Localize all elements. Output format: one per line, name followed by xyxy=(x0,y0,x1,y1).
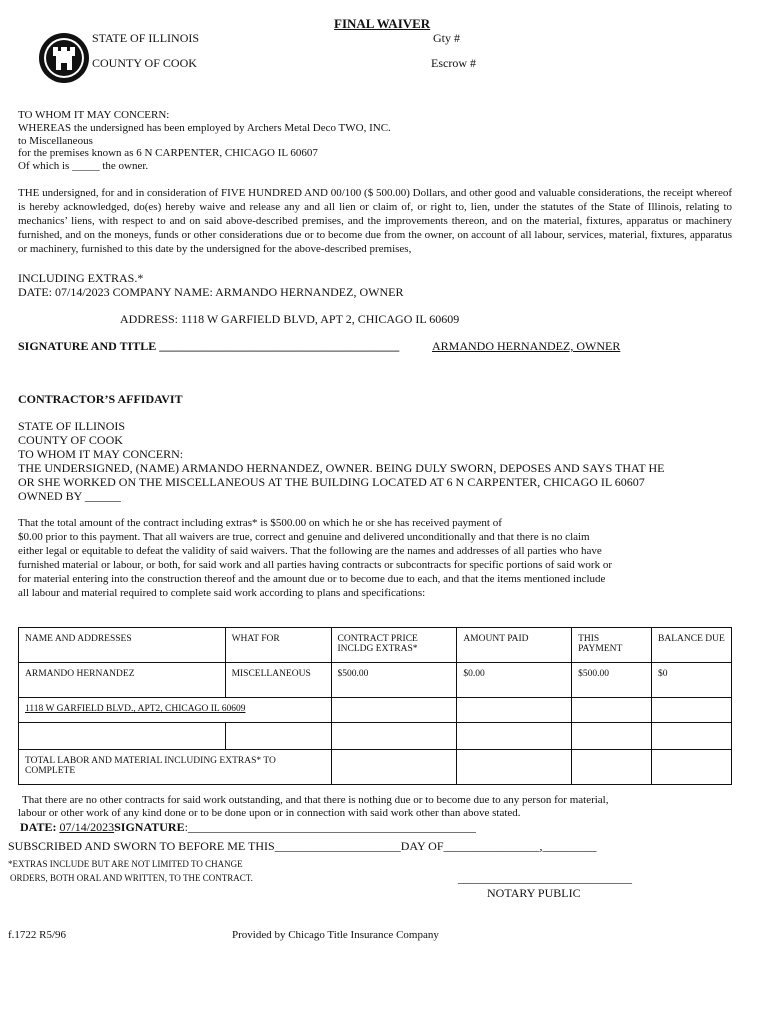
provided-by: Provided by Chicago Title Insurance Company xyxy=(232,929,439,941)
gty-label: Gty # xyxy=(433,31,460,45)
affidavit-sworn-2: OR SHE WORKED ON THE MISCELLANEOUS AT THE BUILDING LOCATED AT 6 N CARPENTER, CHICAGO IL 60607 xyxy=(18,475,645,489)
form-number: f.1722 R5/96 xyxy=(8,929,67,941)
date-value: 07/14/2023 xyxy=(59,820,115,834)
notary-signature-line: _____________________________ xyxy=(458,871,632,885)
date-company: DATE: 07/14/2023 COMPANY NAME: ARMANDO HERNANDEZ, OWNER xyxy=(18,285,404,299)
affidavit-concern: TO WHOM IT MAY CONCERN: xyxy=(18,447,184,461)
table-cell: $500.00 xyxy=(331,663,457,698)
affidavit-county: COUNTY OF COOK xyxy=(18,433,123,447)
signature-label: SIGNATURE xyxy=(114,820,185,834)
nothing-due-line-1: That there are no other contracts for said work outstanding, and that there is nothing due or to become due to any person for material, xyxy=(22,794,609,806)
extras-note-2: ORDERS, BOTH ORAL AND WRITTEN, TO THE CONTRACT. xyxy=(10,873,253,883)
affidavit-state: STATE OF ILLINOIS xyxy=(18,419,126,433)
table-cell xyxy=(331,723,457,750)
waiver-address: ADDRESS: 1118 W GARFIELD BLVD, APT 2, CHICAGO IL 60609 xyxy=(120,312,460,326)
table-cell xyxy=(572,723,652,750)
table-cell: MISCELLANEOUS xyxy=(225,663,331,698)
notary-public-label: NOTARY PUBLIC xyxy=(487,886,581,900)
affidavit-sworn-1: THE UNDERSIGNED, (NAME) ARMANDO HERNANDEZ, OWNER. BEING DULY SWORN, DEPOSES AND SAYS THAT HE xyxy=(18,461,665,475)
date-signature-line xyxy=(20,820,476,835)
table-cell xyxy=(457,698,572,723)
table-header-cell: THIS PAYMENT xyxy=(572,628,652,663)
nothing-due-line-2: labour or other work of any kind done or to be done upon or in connection with said work other than above stated. xyxy=(18,807,521,819)
affidavit-para-line: furnished material or labour, or both, for said work and all parties having contracts or subcontracts for specific portions of said work or xyxy=(18,559,612,571)
affidavit-para-line: $0.00 prior to this payment. That all waivers are true, correct and genuine and delivered unconditionally and that there is no claim xyxy=(18,531,590,543)
affidavit-title: CONTRACTOR’S AFFIDAVIT xyxy=(18,392,183,406)
including-extras: INCLUDING EXTRAS.* xyxy=(18,271,144,285)
intro-premises: for the premises known as 6 N CARPENTER, CHICAGO IL 60607 xyxy=(18,147,318,159)
intro-owner: Of which is _____ the owner. xyxy=(18,160,149,172)
table-row xyxy=(19,698,732,723)
table-cell xyxy=(652,698,732,723)
table-cell: ARMANDO HERNANDEZ xyxy=(19,663,226,698)
castle-seal-icon xyxy=(38,32,90,84)
intro-to: to Miscellaneous xyxy=(18,135,93,147)
affidavit-para-line: either legal or equitable to defeat the validity of said waivers. That the following are the names and addresses of all parties who have xyxy=(18,545,602,557)
affidavit-para-line: That the total amount of the contract including extras* is $500.00 on which he or she has received payment of xyxy=(18,517,502,529)
table-cell: $500.00 xyxy=(572,663,652,698)
table-cell xyxy=(457,750,572,785)
parties-table xyxy=(18,627,732,785)
subscribed-sworn: SUBSCRIBED AND SWORN TO BEFORE ME THIS_____________________DAY OF________________,_________ xyxy=(8,839,597,853)
table-header-cell: WHAT FOR xyxy=(225,628,331,663)
date-label: DATE: xyxy=(20,820,57,834)
signature-line: :________________________________________________ xyxy=(184,820,476,834)
table-header-cell: NAME AND ADDRESSES xyxy=(19,628,226,663)
table-cell xyxy=(331,750,457,785)
table-row xyxy=(19,663,732,698)
table-cell xyxy=(652,750,732,785)
signature-title-label: SIGNATURE AND TITLE ________________________________________ xyxy=(18,339,400,353)
header-state: STATE OF ILLINOIS xyxy=(92,31,200,45)
affidavit-sworn-3: OWNED BY ______ xyxy=(18,489,121,503)
table-cell-address: 1118 W GARFIELD BLVD., APT2, CHICAGO IL 60609 xyxy=(19,698,332,723)
table-cell: $0 xyxy=(652,663,732,698)
document-title: FINAL WAIVER xyxy=(334,16,431,31)
table-cell xyxy=(19,723,226,750)
table-cell xyxy=(457,723,572,750)
table-cell xyxy=(225,723,331,750)
table-header-cell: AMOUNT PAID xyxy=(457,628,572,663)
table-cell: $0.00 xyxy=(457,663,572,698)
table-header-cell: CONTRACT PRICE INCLDG EXTRAS* xyxy=(331,628,457,663)
table-total-label: TOTAL LABOR AND MATERIAL INCLUDING EXTRAS* TO COMPLETE xyxy=(19,750,332,785)
table-header-cell: BALANCE DUE xyxy=(652,628,732,663)
header-county: COUNTY OF COOK xyxy=(92,56,197,70)
waiver-paragraph: THE undersigned, for and in consideration of FIVE HUNDRED AND 00/100 ($ 500.00) Dollars, and other good and valuable considerations, the receipt whereof is hereby acknowledged, do(es) hereby waive and release any and all lien or claim of, or right to, lien, under the statutes of the State of Illinois, relating to mechanics’ liens, with respect to and on said above-described premises, and the improvements thereon, and on the material, fixtures, apparatus or machinery furnished, and on the moneys, funds or other considerations due or to become due from the owner, on account of all labour, services, material, fixtures, apparatus or machinery, furnished to this date by the undersigned for the above-described premises, xyxy=(18,187,732,255)
table-cell xyxy=(331,698,457,723)
table-total-row xyxy=(19,750,732,785)
escrow-label: Escrow # xyxy=(431,56,476,70)
affidavit-para-line: all labour and material required to complete said work according to plans and specifications: xyxy=(18,587,426,599)
table-row xyxy=(19,723,732,750)
signature-title-name: ARMANDO HERNANDEZ, OWNER xyxy=(432,339,621,353)
extras-note-1: *EXTRAS INCLUDE BUT ARE NOT LIMITED TO CHANGE xyxy=(8,859,243,869)
intro-concern: TO WHOM IT MAY CONCERN: xyxy=(18,109,170,121)
table-cell xyxy=(572,698,652,723)
table-cell xyxy=(652,723,732,750)
table-cell xyxy=(572,750,652,785)
intro-whereas: WHEREAS the undersigned has been employed by Archers Metal Deco TWO, INC. xyxy=(18,122,391,134)
affidavit-para-line: for material entering into the construction thereof and the amount due or to become due to each, and that the items mentioned include xyxy=(18,573,606,585)
table-header-row xyxy=(19,628,732,663)
